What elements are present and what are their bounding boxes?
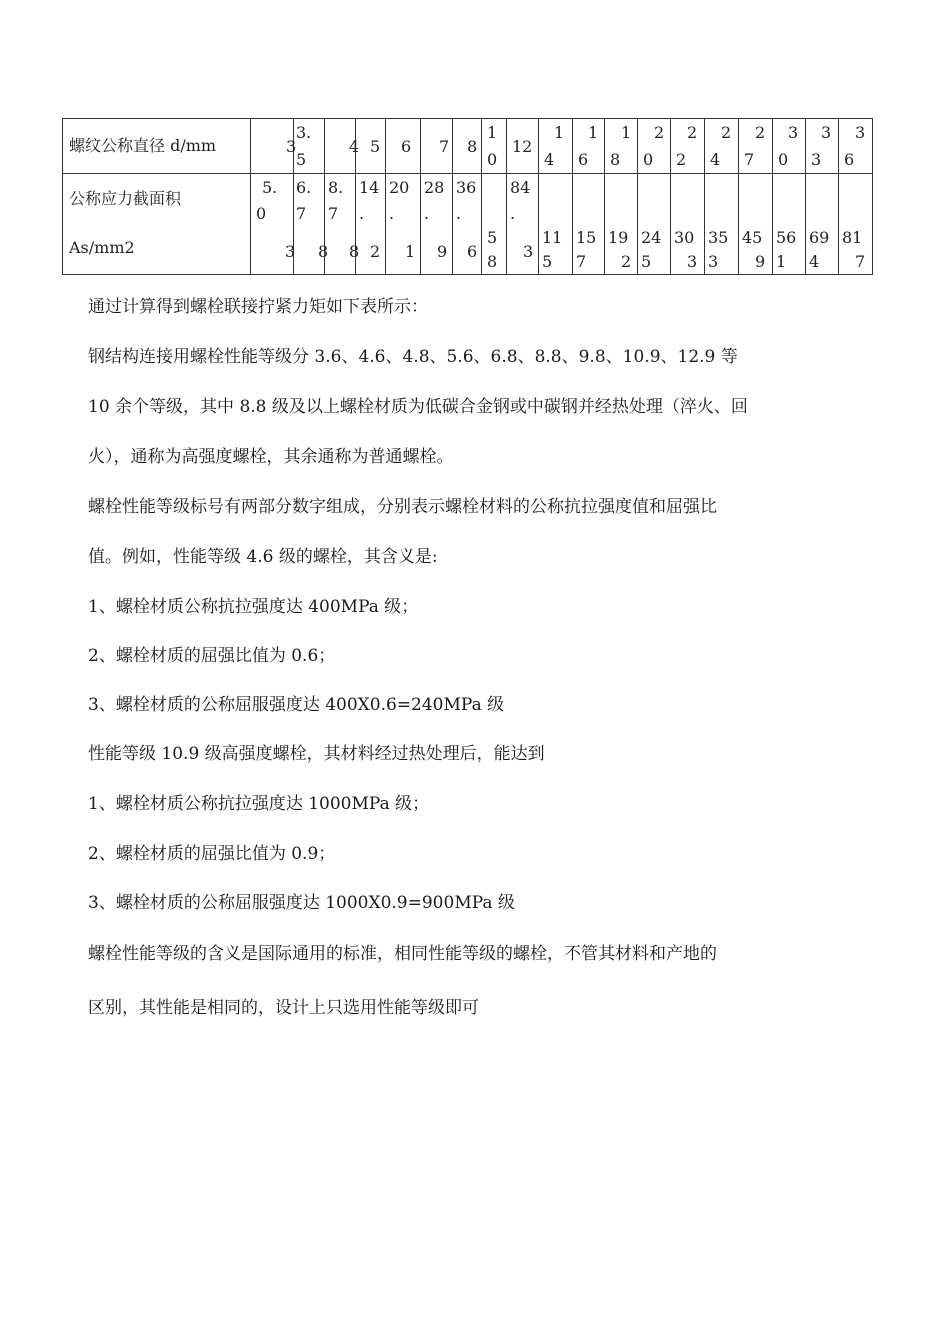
paragraph-grades-line1: 钢结构连接用螺栓性能等级分 3.6、4.6、4.8、5.6、6.8、8.8、9.8、10.9、12.9 等	[88, 347, 738, 367]
list-item-10-9-tensile: 1、螺栓材质公称抗拉强度达 1000MPa 级；	[88, 794, 430, 814]
paragraph-standard-line2: 区别，其性能是相同的，设计上只选用性能等级即可	[88, 998, 479, 1018]
bolt-specification-table	[62, 118, 873, 275]
nominal-diameter-row	[63, 119, 873, 174]
paragraph-marking-line1: 螺栓性能等级标号有两部分数字组成，分别表示螺栓材料的公称抗拉强度值和屈强比	[88, 497, 717, 517]
diameter-cell: 4	[349, 137, 360, 156]
diameter-cell: 2 2	[676, 123, 698, 169]
diameter-cell: 3	[286, 137, 297, 156]
stress-area-cell: 20 . 1	[389, 178, 416, 261]
diameter-cell: 1 6	[578, 123, 599, 169]
diameter-cell: 2 7	[744, 123, 766, 169]
diameter-cell: 5	[370, 137, 381, 156]
paragraph-marking-line2: 值。例如，性能等级 4.6 级的螺栓，其含义是:	[88, 547, 438, 567]
stress-area-cell: 15 7	[576, 228, 597, 271]
stress-area-cell: 14 . 2	[359, 178, 381, 261]
stress-area-cell: 35 3	[708, 228, 729, 271]
stress-area-cell: 56 1	[776, 228, 797, 271]
stress-area-cell: 5. 0 3	[256, 178, 296, 261]
stress-area-cell: 6. 7 8	[296, 178, 329, 261]
paragraph-10-9-intro: 性能等级 10.9 级高强度螺栓，其材料经过热处理后，能达到	[88, 744, 545, 764]
stress-area-label	[63, 174, 251, 275]
diameter-cell: 3. 5	[296, 123, 312, 169]
paragraph-grades-line2: 10 余个等级，其中 8.8 级及以上螺栓材质为低碳合金钢或中碳钢并经热处理（淬火、回	[88, 397, 748, 417]
nominal-diameter-label: 螺纹公称直径 d/mm	[63, 119, 251, 174]
stress-area-cell: 19 2	[608, 228, 632, 271]
stress-area-cell: 28 . 9	[424, 178, 448, 261]
list-item-10-9-yield: 3、螺栓材质的公称屈服强度达 1000X0.9=900MPa 级	[88, 893, 515, 913]
diameter-cell: 3 0	[778, 123, 799, 169]
diameter-cell: 3 3	[811, 123, 832, 169]
diameter-cell: 7	[439, 137, 450, 156]
list-item-4-6-tensile: 1、螺栓材质公称抗拉强度达 400MPa 级；	[88, 597, 419, 617]
list-item-4-6-yield: 3、螺栓材质的公称屈服强度达 400X0.6=240MPa 级	[88, 695, 505, 715]
list-item-10-9-ratio: 2、螺栓材质的屈强比值为 0.9；	[88, 844, 336, 864]
list-item-4-6-ratio: 2、螺栓材质的屈强比值为 0.6；	[88, 646, 336, 666]
paragraph-intro: 通过计算得到螺栓联接拧紧力矩如下表所示：	[88, 297, 428, 317]
diameter-cell: 1 0	[487, 123, 498, 169]
stress-area-cell: 36 . 6	[456, 178, 478, 261]
paragraph-standard-line1: 螺栓性能等级的含义是国际通用的标准，相同性能等级的螺栓，不管其材料和产地的	[88, 944, 717, 964]
diameter-cell: 8	[467, 137, 478, 156]
stress-area-cell: 11 5	[542, 228, 563, 271]
diameter-cell: 3 6	[844, 123, 866, 169]
diameter-cell: 2 0	[643, 123, 665, 169]
stress-area-label-bottom: As/mm2	[69, 238, 135, 257]
diameter-cell: 1 8	[610, 123, 632, 169]
diameter-cell: 2 4	[710, 123, 732, 169]
paragraph-grades-line3: 火），通称为高强度螺栓，其余通称为普通螺栓。	[88, 447, 454, 467]
stress-area-cell: 5 8	[487, 228, 498, 271]
stress-area-row	[63, 174, 873, 275]
diameter-cell: 6	[401, 137, 412, 156]
stress-area-cell: 45 9	[742, 228, 766, 271]
stress-area-cell: 24 5	[641, 228, 662, 271]
stress-area-cell: 8. 7 8	[328, 178, 360, 261]
diameter-cell: 12	[512, 137, 533, 156]
stress-area-cell: 84 . 3	[510, 178, 534, 261]
diameter-cell: 1 4	[544, 123, 565, 169]
stress-area-label-top: 公称应力截面积	[69, 189, 182, 208]
stress-area-cell: 69 4	[809, 228, 830, 271]
stress-area-cell: 30 3	[674, 228, 698, 271]
stress-area-cell: 81 7	[842, 228, 866, 271]
